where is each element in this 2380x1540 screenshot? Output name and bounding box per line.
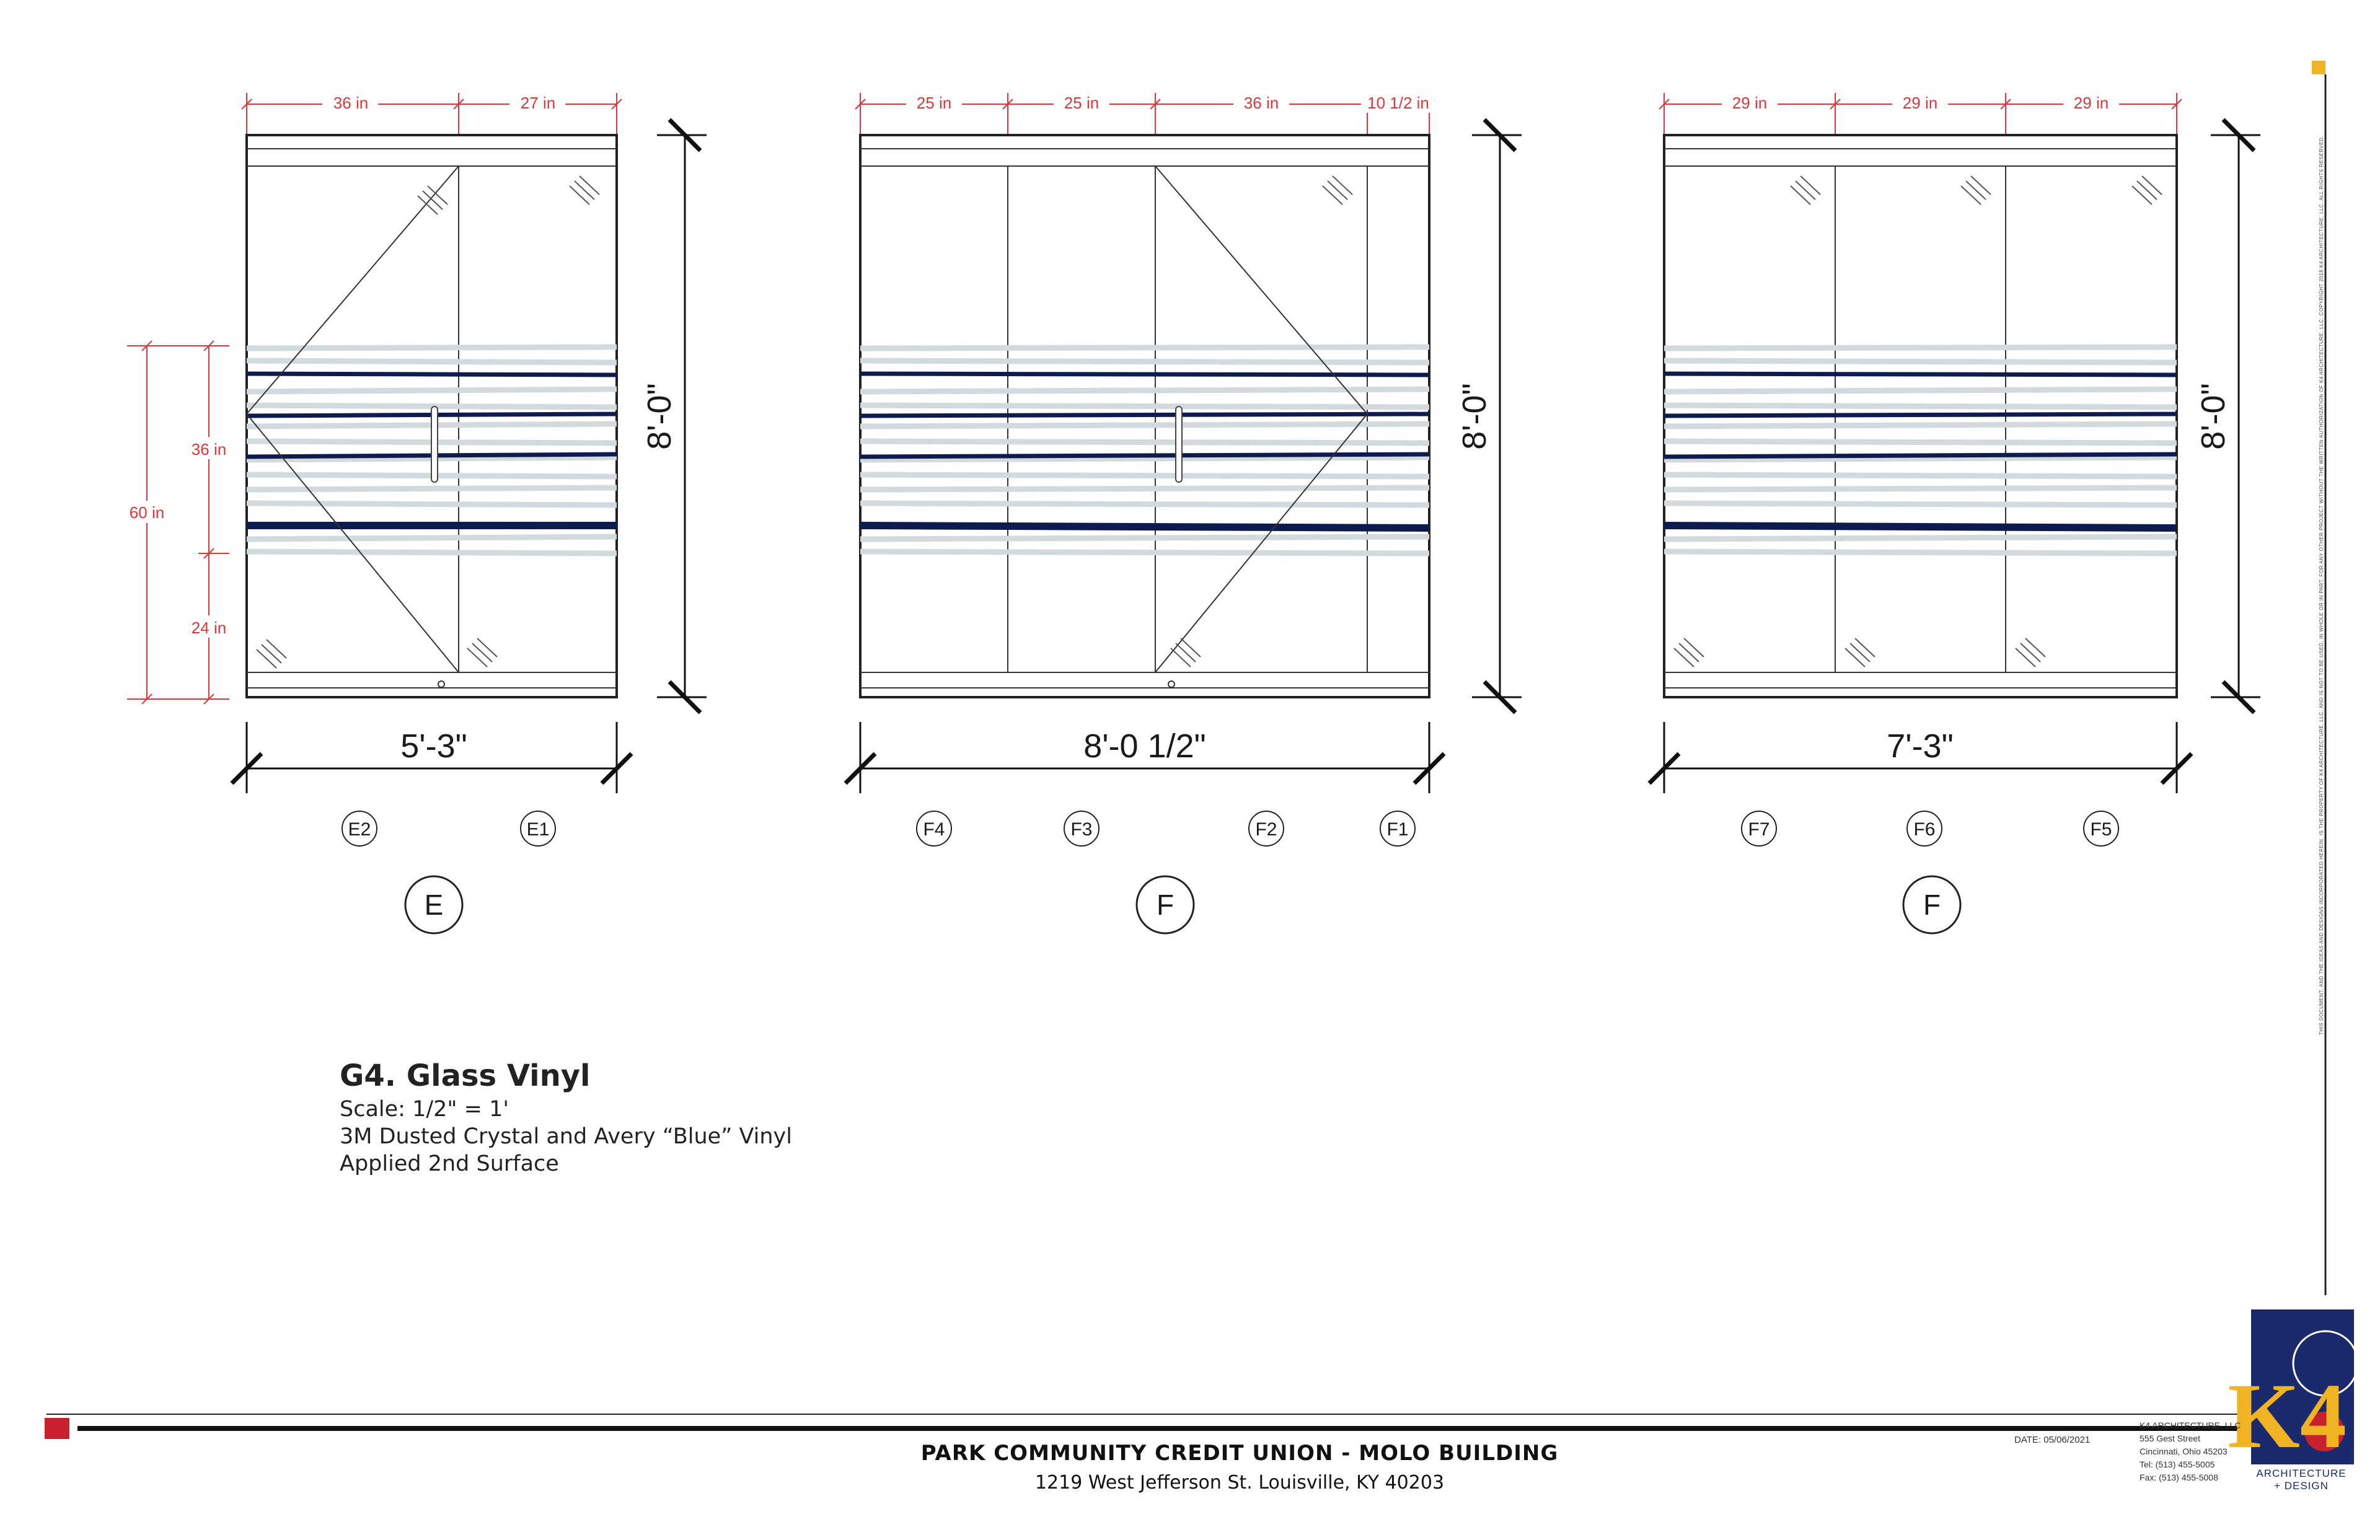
firm-info (2140, 1419, 2241, 1484)
e-width-dim-2: 27 in (520, 94, 556, 112)
e-height-dim: 8'-0" (641, 383, 678, 450)
sheet-date: DATE: 05/06/2021 (2014, 1435, 2091, 1445)
project-name: PARK COMMUNITY CREDIT UNION - MOLO BUILDING (920, 1441, 1559, 1466)
firm-tel: Tel: (513) 455-5005 (2140, 1459, 2215, 1469)
elevation-e (124, 90, 707, 933)
f1-panel-tag-f1: F1 (1386, 819, 1409, 840)
f2-elevation-tag: F (1923, 889, 1941, 921)
notes-material: 3M Dusted Crystal and Avery “Blue” Vinyl (340, 1124, 792, 1149)
logo-caption-line-1: ARCHITECTURE (2256, 1467, 2347, 1479)
elevation-f-four-panel (845, 90, 1522, 933)
f2-height-dim: 8'-0" (2195, 383, 2232, 450)
f2-panel-tag-f6: F6 (1913, 819, 1936, 840)
drawing-notes (340, 1058, 792, 1177)
project-address: 1219 West Jefferson St. Louisville, KY 40203 (1034, 1472, 1445, 1494)
e-elevation-tag: E (424, 889, 444, 921)
logo-caption (2249, 1467, 2354, 1492)
e-panel-tag-e2: E2 (348, 819, 371, 840)
corner-gold-block (2312, 61, 2325, 74)
f1-width-dim-1: 25 in (916, 94, 952, 112)
firm-fax: Fax: (513) 455-5008 (2140, 1472, 2218, 1482)
e-vinyl-band-dim: 36 in (191, 440, 227, 459)
f2-width-dim-3: 29 in (2073, 94, 2109, 112)
project-title-block (620, 1441, 1859, 1494)
f1-width-dim-2: 25 in (1064, 94, 1100, 112)
f2-width-dim-1: 29 in (1732, 94, 1768, 112)
corner-red-block (45, 1418, 69, 1439)
f1-elevation-tag: F (1156, 889, 1175, 921)
notes-title: G4. Glass Vinyl (340, 1058, 591, 1093)
firm-name: K4 ARCHITECTURE, LLC (2140, 1420, 2241, 1430)
f1-width-dim-4: 10 1/2 in (1367, 94, 1429, 112)
k4-logo (2228, 1309, 2358, 1467)
firm-city: Cincinnati, Ohio 45203 (2140, 1446, 2228, 1456)
elevation-f-three-panel (1649, 90, 2260, 933)
f2-overall-width-dim: 7'-3" (1887, 728, 1954, 765)
f1-door-handle (1176, 407, 1182, 482)
e-sill-dim: 24 in (191, 618, 227, 637)
notes-scale: Scale: 1/2" = 1' (340, 1097, 509, 1122)
copyright-text: THIS DOCUMENT, AND THE IDEAS AND DESIGNS INCORPORATED HEREIN, IS THE PROPERTY OF K4 ARCHITECTURE, LLC, AND IS NOT TO BE USED, IN WHOLE OR IN PART, FOR ANY OTHER PROJECT WITHOUT THE WRITTEN AUTHORIZATION OF K4 ARCHITECTURE, LLC. COPYRIGHT 2018 K4 ARCHITECTURE, LLC. ALL RIGHTS RESERVED. (2319, 135, 2324, 1035)
logo-caption-line-2: + DESIGN (2274, 1480, 2329, 1492)
f2-width-dim-2: 29 in (1902, 94, 1938, 112)
e-door-handle (431, 407, 438, 482)
e-overall-vertical-dim: 60 in (129, 503, 165, 522)
f1-overall-width-dim: 8'-0 1/2" (1083, 728, 1206, 765)
f1-width-dim-3: 36 in (1243, 94, 1279, 112)
f1-panel-tag-f4: F4 (923, 819, 945, 840)
f1-panel-tag-f2: F2 (1255, 819, 1277, 840)
firm-street: 555 Gest Street (2140, 1433, 2201, 1443)
logo-mark: K4 (2228, 1365, 2347, 1467)
e-width-dim-1: 36 in (333, 94, 369, 112)
e-panel-tag-e1: E1 (526, 819, 550, 840)
f2-panel-tag-f5: F5 (2090, 819, 2112, 840)
e-overall-width-dim: 5'-3" (400, 728, 467, 765)
notes-application: Applied 2nd Surface (340, 1151, 559, 1176)
f2-panel-tag-f7: F7 (1748, 819, 1770, 840)
f1-height-dim: 8'-0" (1456, 383, 1493, 450)
f1-panel-tag-f3: F3 (1070, 819, 1093, 840)
